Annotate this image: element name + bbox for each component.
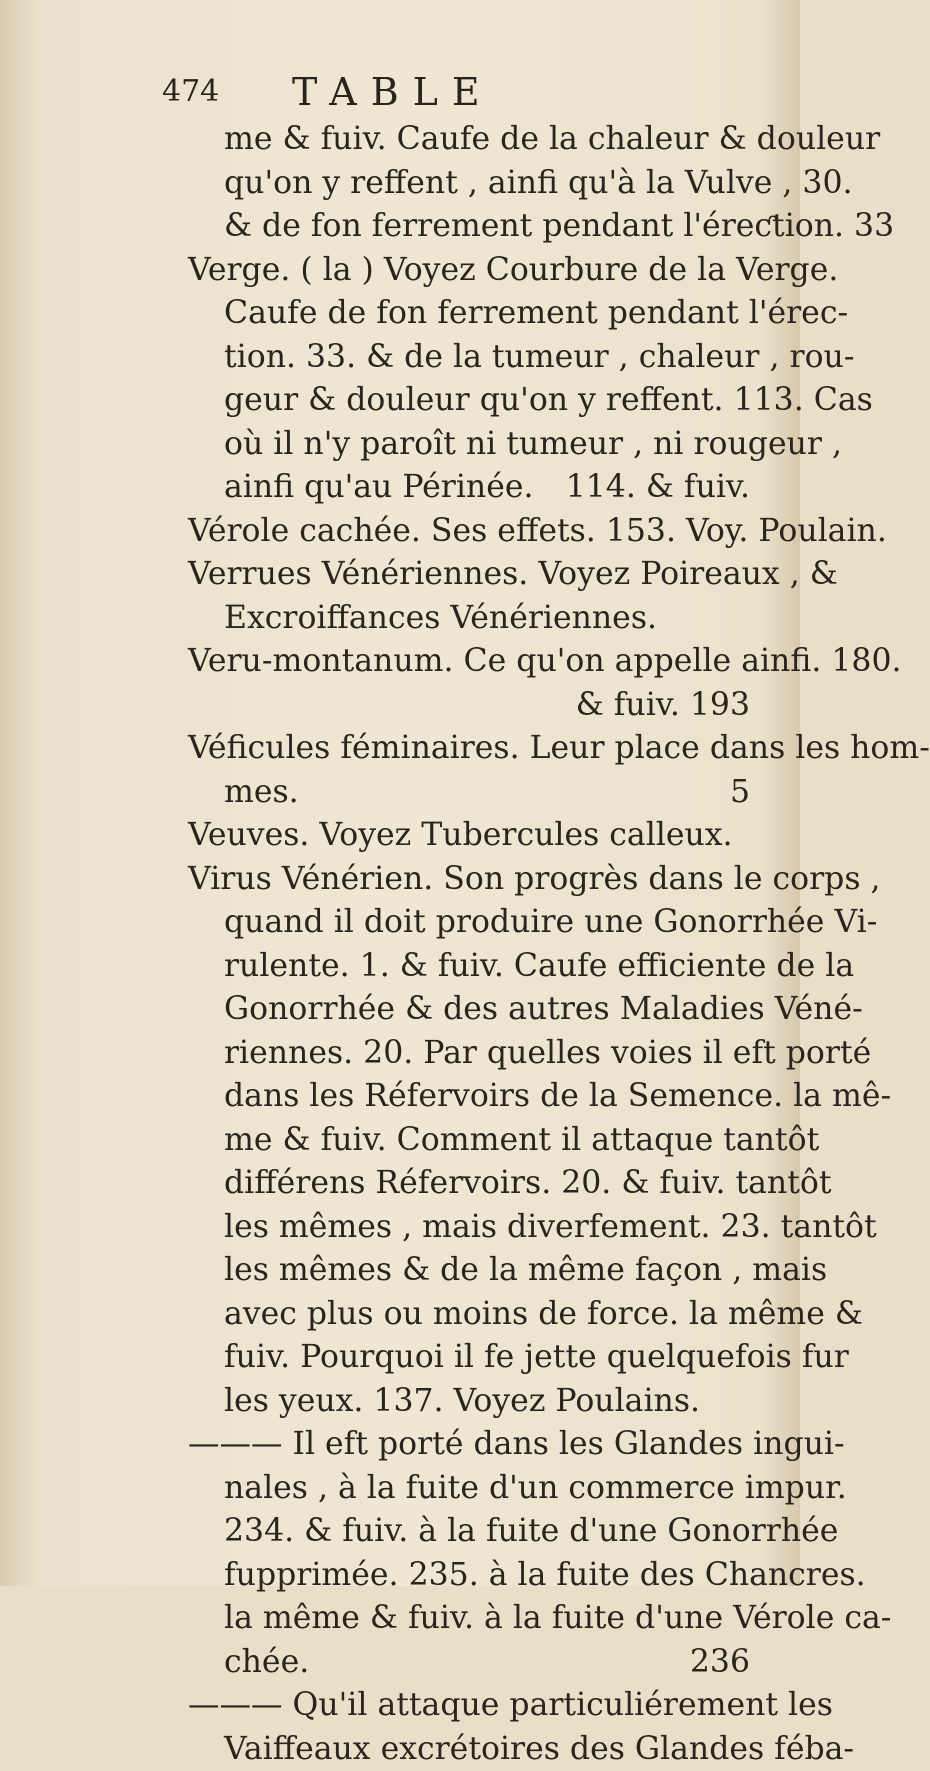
page-number: 474 [162,74,219,109]
text-line: Vaiffeaux excrétoires des Glandes féba- [188,1728,768,1771]
index-subentry: ——— Qu'il attaque particuliérement les [188,1684,768,1728]
text-line: rulente. 1. & fuiv. Caufe efficiente de la [188,945,768,989]
text-line: me & fuiv. Caufe de la chaleur & douleur [188,118,768,162]
text-line: quand il doit produire une Gonorrhée Vi- [188,901,768,945]
text-line: Caufe de fon ferrement pendant l'érec- [188,292,768,336]
text-line: les mêmes , mais diverfement. 23. tantôt [188,1206,768,1250]
page-header [162,70,682,120]
text-line: qu'on y reffent , ainfi qu'à la Vulve , 30. [188,162,768,206]
text-line: & de fon ferrement pendant l'éreƈtion. 33 [188,205,768,249]
text-line: 234. & fuiv. à la fuite d'une Gonorrhée [188,1510,768,1554]
text-line: nales , à la fuite d'un commerce impur. [188,1467,768,1511]
text-line: où il n'y paroît ni tumeur , ni rougeur , [188,423,768,467]
text-line: riennes. 20. Par quelles voies il eft porté [188,1032,768,1076]
text-line: & fuiv. 193 [188,684,768,728]
text-line: la même & fuiv. à la fuite d'une Vérole ca- [188,1597,768,1641]
index-entry-vesicules: Véficules féminaires. Leur place dans les hom- [188,727,768,771]
index-entry-verole: Vérole cachée. Ses effets. 153. Voy. Poulain. [188,510,768,554]
index-subentry: ——— Il eft porté dans les Glandes ingui- [188,1423,768,1467]
text-line: fupprimée. 235. à la fuite des Chancres. [188,1554,768,1598]
text-line: différens Réfervoirs. 20. & fuiv. tantôt [188,1162,768,1206]
text-line: fuiv. Pourquoi il fe jette quelquefois fur [188,1336,768,1380]
text-line: ainfi qu'au Périnée. 114. & fuiv. [188,466,768,510]
index-entry-virus: Virus Vénérien. Son progrès dans le corps , [188,858,768,902]
text-line: tion. 33. & de la tumeur , chaleur , rou- [188,336,768,380]
index-entry-verge: Verge. ( la ) Voyez Courbure de la Verge. [188,249,768,293]
text-line: chée. 236 [188,1641,768,1685]
text-line: dans les Réfervoirs de la Semence. la mê- [188,1075,768,1119]
index-entry-veuves: Veuves. Voyez Tubercules calleux. [188,814,768,858]
text-line: me & fuiv. Comment il attaque tantôt [188,1119,768,1163]
index-text [188,118,768,1771]
text-line: les mêmes & de la même façon , mais [188,1249,768,1293]
text-line: Gonorrhée & des autres Maladies Véné- [188,988,768,1032]
text-line: avec plus ou moins de force. la même & [188,1293,768,1337]
text-line: Excroiffances Vénériennes. [188,597,768,641]
text-line: les yeux. 137. Voyez Poulains. [188,1380,768,1424]
text-line: mes. 5 [188,771,768,815]
index-entry-verrues: Verrues Vénériennes. Voyez Poireaux , & [188,553,768,597]
running-title: TABLE [292,70,494,114]
index-entry-veru-montanum: Veru-montanum. Ce qu'on appelle ainfi. 180. [188,640,768,684]
text-line: geur & douleur qu'on y reffent. 113. Cas [188,379,768,423]
